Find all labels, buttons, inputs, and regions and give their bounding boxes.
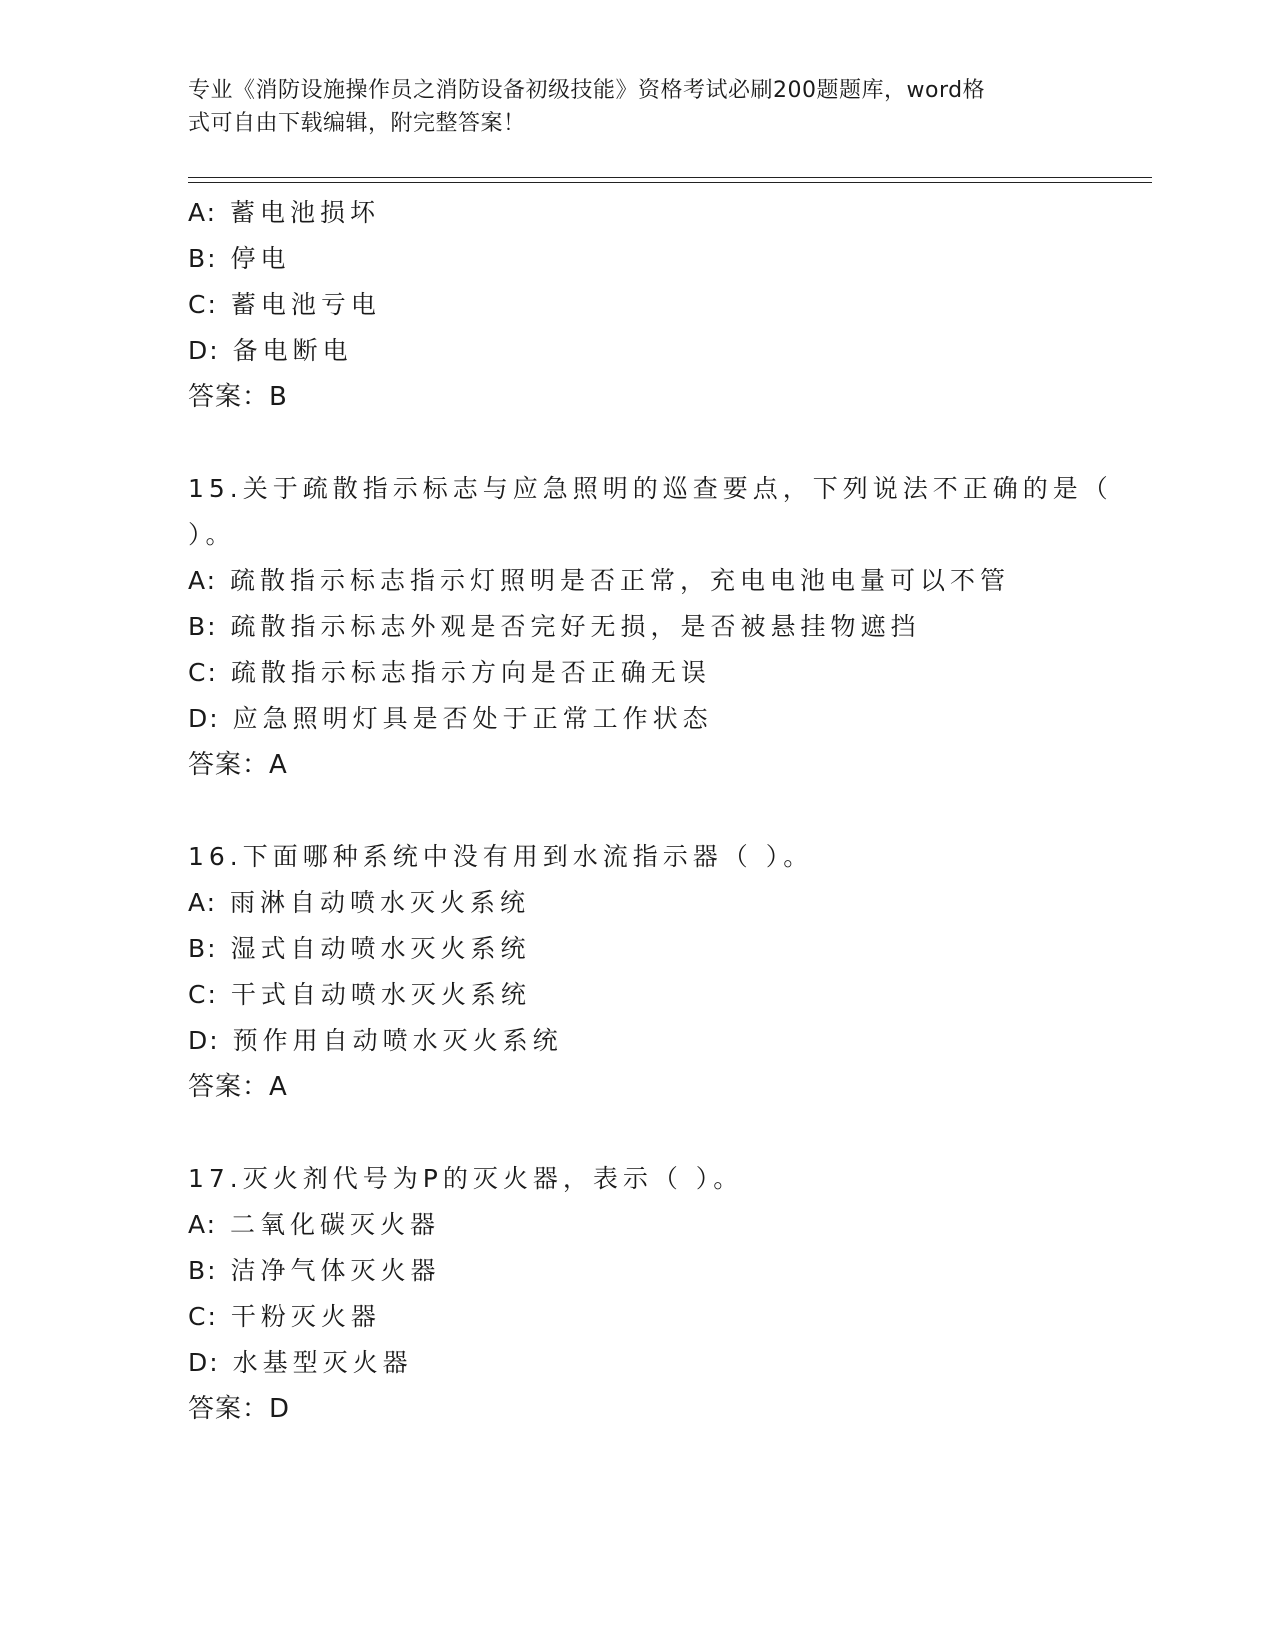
question-14-continued xyxy=(188,190,1128,420)
question-stem: 16.下面哪种系统中没有用到水流指示器（ ）。 xyxy=(188,842,814,871)
question-stem-continued: ）。 xyxy=(188,520,236,549)
option-b: B: 疏散指示标志外观是否完好无损，是否被悬挂物遮挡 xyxy=(188,612,921,641)
question-17 xyxy=(188,1156,1128,1432)
option-a: A: 二氧化碳灭火器 xyxy=(188,1210,441,1239)
option-d: D: 预作用自动喷水灭火系统 xyxy=(188,1026,563,1055)
header-line-1: 专业《消防设施操作员之消防设备初级技能》资格考试必刷200题题库，word格 xyxy=(188,78,986,103)
question-list xyxy=(188,190,1128,1478)
option-c: C: 干式自动喷水灭火系统 xyxy=(188,980,531,1009)
question-15 xyxy=(188,466,1128,788)
answer-label: 答案：A xyxy=(188,1072,288,1102)
header-line-2: 式可自由下载编辑，附完整答案！ xyxy=(188,111,526,136)
option-b: B: 湿式自动喷水灭火系统 xyxy=(188,934,531,963)
option-d: D: 水基型灭火器 xyxy=(188,1348,413,1377)
option-a: A: 疏散指示标志指示灯照明是否正常，充电电池电量可以不管 xyxy=(188,566,1011,595)
header-divider-bottom xyxy=(188,182,1152,183)
option-c: C: 蓄电池亏电 xyxy=(188,290,381,319)
answer-label: 答案：D xyxy=(188,1394,291,1424)
question-16 xyxy=(188,834,1128,1110)
option-d: D: 备电断电 xyxy=(188,336,353,365)
option-b: B: 洁净气体灭火器 xyxy=(188,1256,441,1285)
answer-label: 答案：A xyxy=(188,750,288,780)
document-header xyxy=(188,74,1068,140)
header-divider-top xyxy=(188,177,1152,178)
option-a: A: 蓄电池损坏 xyxy=(188,198,381,227)
question-stem: 15.关于疏散指示标志与应急照明的巡查要点，下列说法不正确的是（ xyxy=(188,474,1113,503)
option-a: A: 雨淋自动喷水灭火系统 xyxy=(188,888,531,917)
option-b: B: 停电 xyxy=(188,244,291,273)
question-stem: 17.灭火剂代号为P的灭火器，表示（ ）。 xyxy=(188,1164,744,1193)
option-c: C: 干粉灭火器 xyxy=(188,1302,381,1331)
option-c: C: 疏散指示标志指示方向是否正确无误 xyxy=(188,658,711,687)
answer-label: 答案：B xyxy=(188,382,288,412)
option-d: D: 应急照明灯具是否处于正常工作状态 xyxy=(188,704,713,733)
